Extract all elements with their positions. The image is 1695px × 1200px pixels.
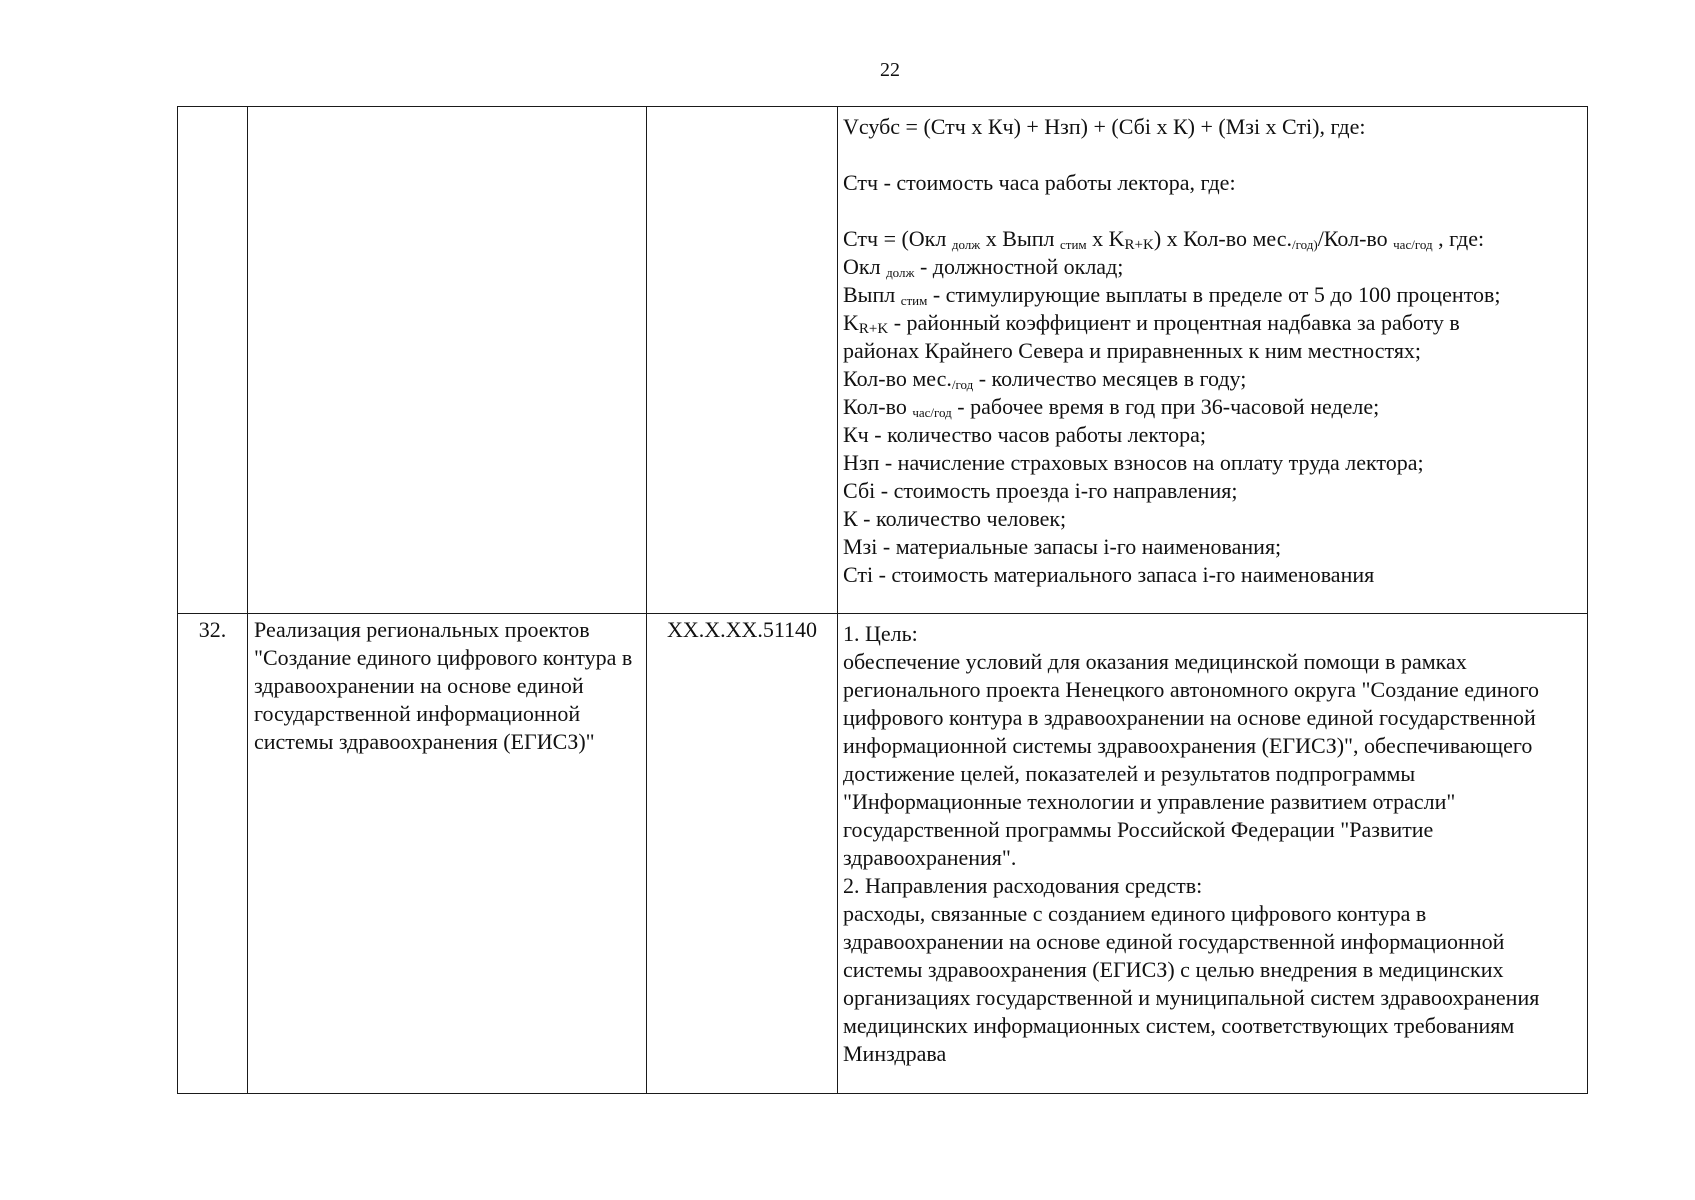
okl-definition: Окл $_{долж}$ - должностной оклад; <box>843 254 1124 280</box>
row-code-cell <box>647 107 838 614</box>
goal-text: обеспечение условий для оказания медицинской помощи в рамках регионального проекта Ненецкого автономного округа "Создание единого цифрового контура в здравоохранении на основе единой государственной информационной системы здравоохранения (ЕГИСЗ)", обеспечивающего достижение целей, показателей и результатов подпрограммы "Информационные технологии и управление развитием отрасли" государственной программы Российской Федерации "Развитие здравоохранения". <box>843 649 1539 870</box>
vypl-definition: Выпл $_{стим}$ - стимулирующие выплаты в пределе от 5 до 100 процентов; <box>843 282 1501 308</box>
stch-formula: Стч = (Окл $_{долж}$ x Выпл $_{стим}$ x KR+K) x Кол-во $мес._{/год)}/Кол-во$ $_{час/год}$ , где: <box>843 226 1485 253</box>
directions-heading: 2. Направления расходования средств: <box>843 873 1203 898</box>
table-row <box>178 614 1588 1094</box>
table-row <box>178 107 1588 614</box>
page-number: 22 <box>880 59 900 81</box>
kol-chas-definition: Кол-во $_{час/год}$ - рабочее время в год при 36-часовой неделе; <box>843 394 1380 420</box>
stch-definition-title: Стч - стоимость часа работы лектора, где: <box>843 170 1236 195</box>
budget-classification-table <box>177 106 1588 1094</box>
krk-definition-continued: районах Крайнего Севера и приравненных к ним местностях; <box>843 338 1422 363</box>
row-name-cell <box>248 107 647 614</box>
row-description-cell <box>838 107 1588 614</box>
kch-definition: Кч - количество часов работы лектора; <box>843 422 1206 447</box>
nzp-definition: Нзп - начисление страховых взносов на оплату труда лектора; <box>843 450 1424 475</box>
krk-definition: KR+K - районный коэффициент и процентная надбавка за работу в <box>843 310 1460 337</box>
sti-definition: Стi - стоимость материального запаса i-го наименования <box>843 562 1375 587</box>
row-name-cell: Реализация региональных проектов "Создание единого цифрового контура в здравоохранении на основе единой государственной информационной системы здравоохранения (ЕГИСЗ)" <box>248 614 647 1094</box>
mzi-definition: Мзi - материальные запасы i-го наименования; <box>843 534 1282 559</box>
subsidy-formula: Vсубс = (Стч x Кч) + Нзп) + (Сбі x К) + (Мзі x Стi), где: <box>843 114 1366 139</box>
row-description-cell <box>838 614 1588 1094</box>
directions-text: расходы, связанные с созданием единого цифрового контура в здравоохранении на основе единой государственной информационной системы здравоохранения (ЕГИСЗ) с целью внедрения в медицинских организациях государственной и муниципальной систем здравоохранения медицинских информационных систем, соответствующих требованиям Минздрава <box>843 901 1540 1066</box>
goal-heading: 1. Цель: <box>843 621 918 646</box>
kol-mes-definition: Кол-во $мес._{/год}$ - количество месяцев в году; <box>843 366 1247 392</box>
row-number-cell: 32. <box>178 614 248 1094</box>
sbi-definition: Сбi - стоимость проезда i-го направления; <box>843 478 1238 503</box>
row-number-cell <box>178 107 248 614</box>
k-definition: К - количество человек; <box>843 506 1067 531</box>
row-code-cell: XX.X.XX.51140 <box>647 614 838 1094</box>
